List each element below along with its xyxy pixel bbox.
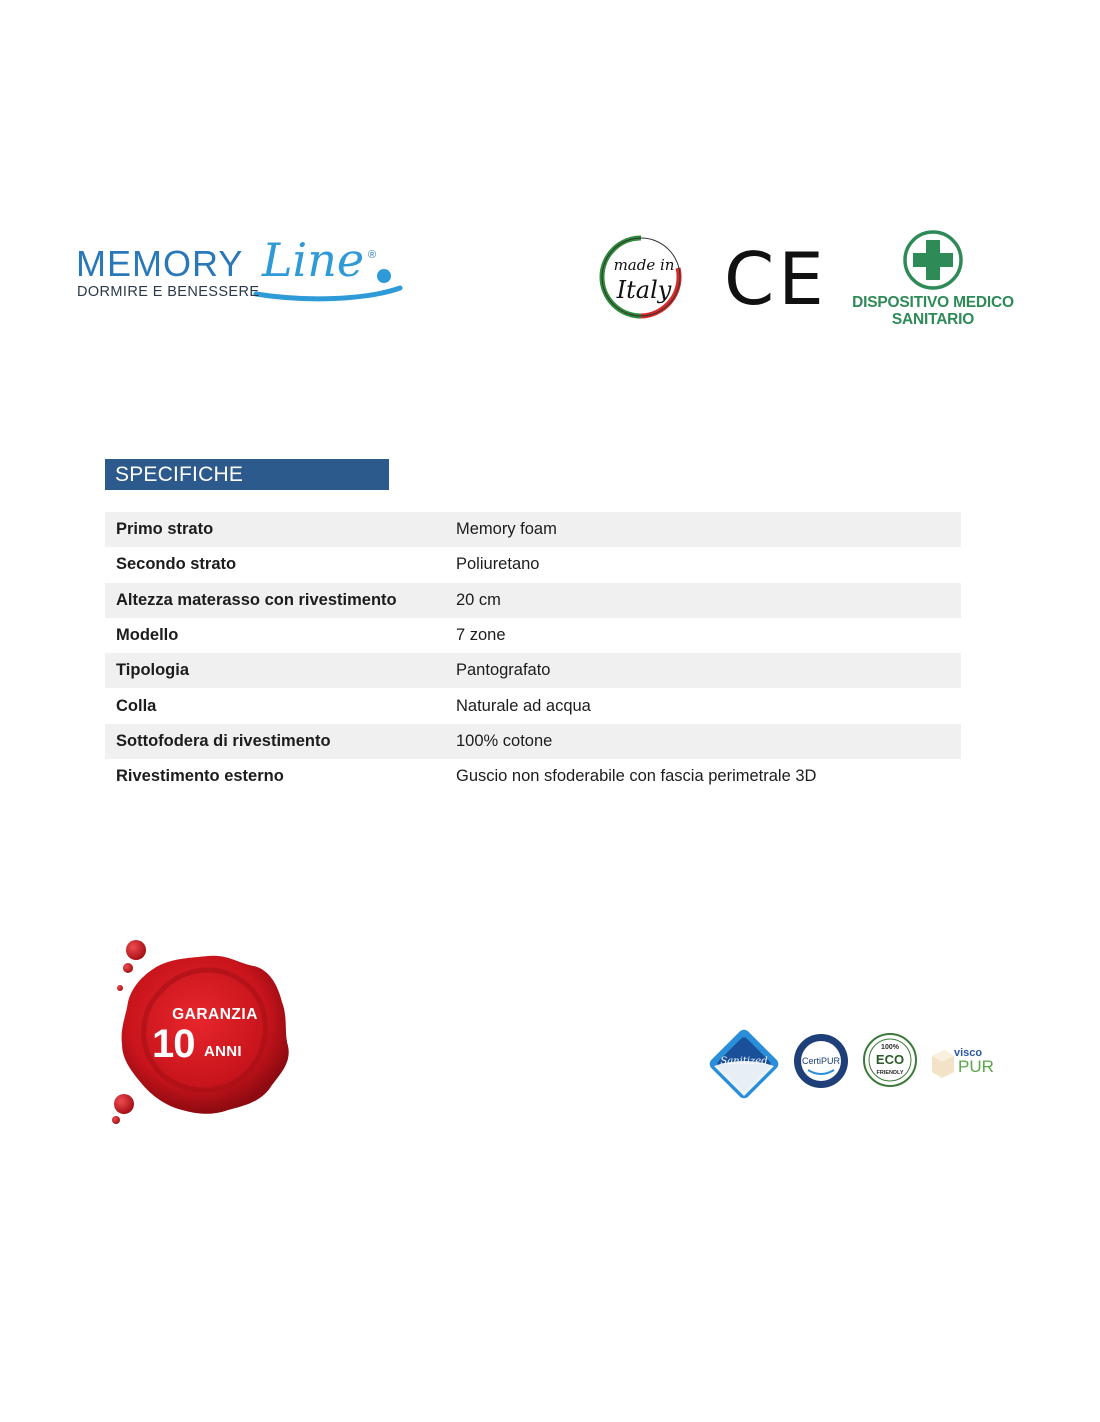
spec-label: Colla [116, 696, 157, 715]
memoryline-logo-graphic [76, 232, 416, 312]
brand-name-main: MEMORY [76, 243, 244, 284]
spec-value: Guscio non sfoderabile con fascia perimetrale 3D [456, 767, 817, 786]
registered-mark: ® [368, 249, 377, 261]
made-in-italy-badge [598, 234, 684, 320]
spec-label: Tipologia [116, 661, 190, 680]
viscopur-logo [930, 1042, 1008, 1080]
spec-value: Pantografato [456, 661, 551, 680]
eco-friendly-icon [862, 1032, 918, 1088]
ce-icon [724, 244, 820, 310]
viscopur-text1: visco [954, 1047, 983, 1059]
specs-table [105, 512, 961, 794]
spec-row [105, 583, 961, 618]
viscopur-text2: PUR [958, 1057, 994, 1076]
sanitized-icon [706, 1026, 782, 1102]
spec-label: Primo strato [116, 520, 214, 539]
made-in-italy-icon [598, 234, 684, 320]
spec-value: Memory foam [456, 520, 557, 539]
spec-row [105, 547, 961, 582]
spec-label: Modello [116, 626, 179, 645]
spec-label: Rivestimento esterno [116, 767, 284, 786]
medical-device-line2: SANITARIO [891, 311, 975, 328]
specs-header: SPECIFICHE [105, 459, 389, 490]
brand-tagline: DORMIRE E BENESSERE [77, 284, 260, 300]
spec-row [105, 759, 961, 794]
spec-value: Naturale ad acqua [456, 696, 591, 715]
medical-device-line1: DISPOSITIVO MEDICO [852, 294, 1014, 311]
eco-top-text: 100% [881, 1044, 899, 1051]
spec-row [105, 653, 961, 688]
brand-swoosh [256, 288, 400, 299]
eco-friendly-logo [862, 1032, 918, 1088]
spec-label: Secondo strato [116, 555, 237, 574]
spec-value: 100% cotone [456, 731, 553, 750]
sanitized-text: Sanitized [720, 1056, 768, 1067]
spec-label: Altezza materasso con rivestimento [116, 590, 397, 609]
medical-device-badge [846, 230, 1020, 332]
spec-value: 7 zone [456, 626, 506, 645]
spec-label: Sottofodera di rivestimento [116, 731, 331, 750]
guarantee-years: 10 [152, 1022, 195, 1066]
spec-value: Poliuretano [456, 555, 540, 574]
spec-row [105, 512, 961, 547]
spec-row [105, 618, 961, 653]
ce-mark [724, 244, 820, 310]
certipur-text: CertiPUR [801, 1056, 841, 1066]
brand-logo [76, 232, 416, 312]
medical-cross-icon [846, 230, 1020, 294]
guarantee-seal [108, 936, 298, 1126]
wax-seal-icon [108, 936, 298, 1126]
guarantee-unit: ANNI [204, 1043, 242, 1060]
eco-bottom-text: FRIENDLY [876, 1070, 904, 1076]
brand-dot [377, 269, 391, 283]
brand-name-script: Line [262, 233, 365, 287]
spec-row [105, 724, 961, 759]
wax-drop [126, 940, 146, 960]
eco-text: ECO [875, 1052, 905, 1067]
made-in-text: made in [613, 256, 675, 274]
medical-device-label [846, 294, 1020, 328]
viscopur-icon [930, 1042, 1008, 1080]
ce-text: CE [724, 244, 820, 310]
certipur-logo [792, 1032, 850, 1090]
guarantee-label: GARANZIA [172, 1006, 258, 1023]
certipur-icon [792, 1032, 850, 1090]
spec-value: 20 cm [456, 590, 501, 609]
sanitized-logo [706, 1026, 782, 1102]
italy-text: Italy [616, 276, 672, 304]
spec-row [105, 688, 961, 723]
